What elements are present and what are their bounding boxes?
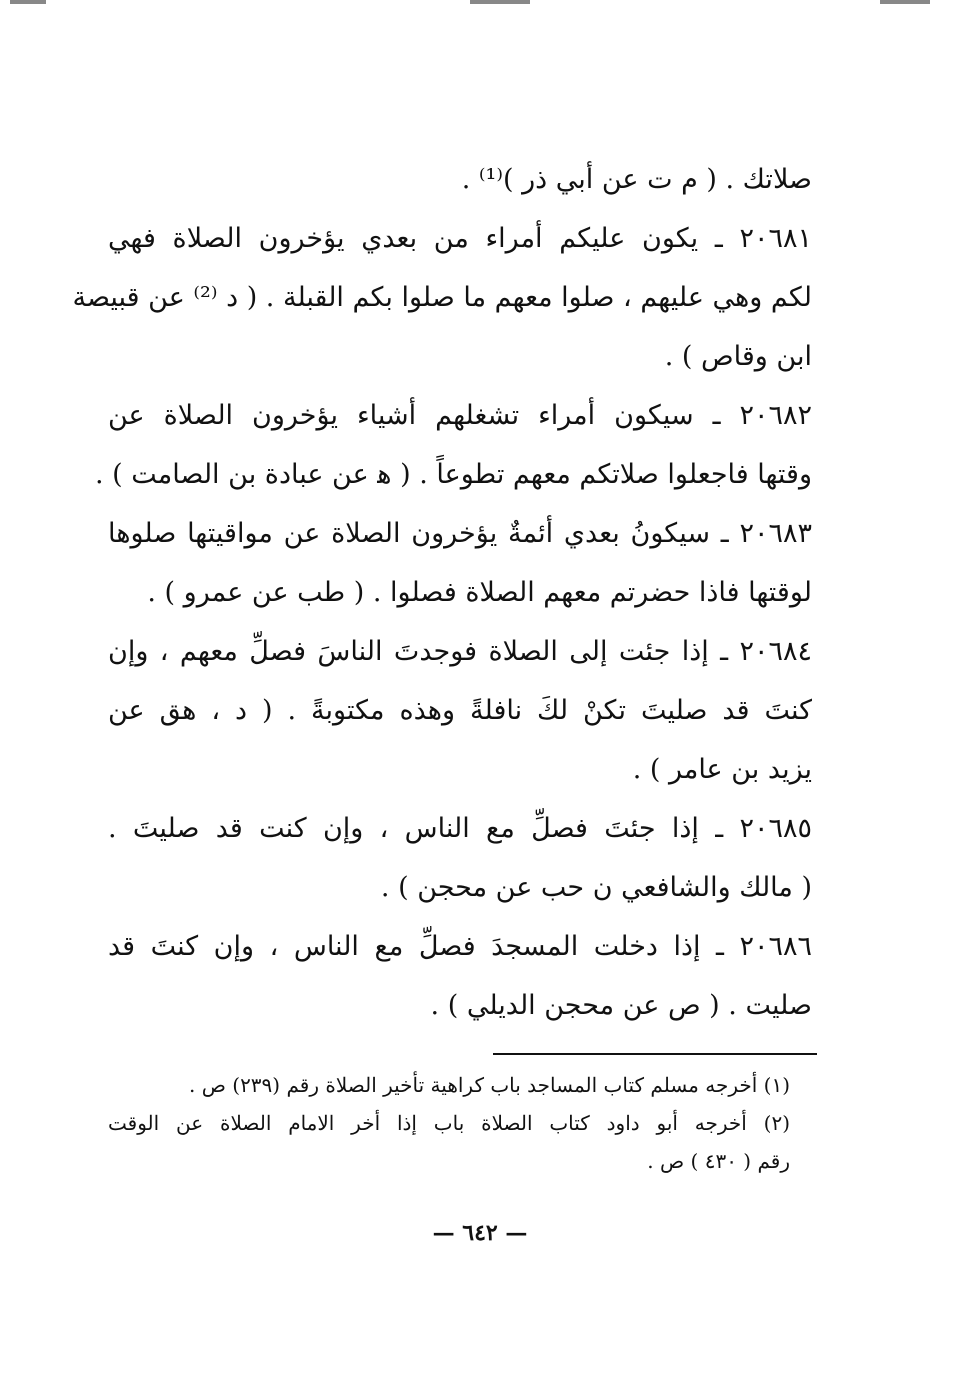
page-number: — ٦٤٢ — [432, 1220, 528, 1246]
text-line: ٢٠٦٨٤ ـ إذا جئت إلى الصلاة فوجدتَ الناسَ فصلِّ معهم ، وإن [108, 636, 812, 667]
text-line: ٢٠٦٨١ ـ يكون عليكم أمراء من بعدي يؤخرون الصلاة فهي [108, 223, 812, 254]
text-line: صلاتك . ( م ت عن أبي ذر )⁽¹⁾ . [461, 164, 812, 195]
footnote-line: (٢) أخرجه أبو داود كتاب الصلاة باب إذا أخر الامام الصلاة عن الوقت [108, 1111, 790, 1135]
text-line: وقتها فاجعلوا صلاتكم معهم تطوعاً . ( ﻫ عن عبادة بن الصامت ) . [94, 459, 812, 490]
text-line: ٢٠٦٨٣ ـ سيكونُ بعدي أئمةٌ يؤخرون الصلاة عن مواقيتها صلوها [108, 518, 812, 549]
text-line: لكم وهي عليهم ، صلوا معهم ما صلوا بكم القبلة . ( د ⁽²⁾ عن قبيصة [72, 282, 812, 313]
text-line: ٢٠٦٨٦ ـ إذا دخلت المسجدَ فصلِّ مع الناس ، وإن كنتَ قد [108, 931, 812, 962]
text-line: صليت . ( ص عن محجن الديلي ) . [430, 990, 812, 1021]
text-line: ٢٠٦٨٥ ـ إذا جئتَ فصلِّ مع الناس ، وإن كنت قد صليتَ . [108, 813, 812, 844]
scan-edge-mark [470, 0, 530, 4]
text-line: لوقتها فاذا حضرتم معهم الصلاة فصلوا . ( طب عن عمرو ) . [147, 577, 812, 608]
text-line: ٢٠٦٨٢ ـ سيكون أمراء تشغلهم أشياء يؤخرون الصلاة عن [108, 400, 812, 431]
scan-edge-mark [10, 0, 46, 4]
text-line: يزيد بن عامر ) . [632, 754, 812, 785]
footnote-line: رقم ( ٤٣٠ ) ص . [647, 1149, 790, 1173]
footnotes [108, 1066, 790, 1180]
text-line: كنتَ قد صليتَ تكنْ لكَ نافلةً وهذه مكتوبةً . ( د ، هق عن [108, 695, 812, 726]
footnote-line: (١) أخرجه مسلم كتاب المساجد باب كراهية تأخير الصلاة رقم (٢٣٩) ص . [189, 1073, 790, 1097]
scan-edge-mark [880, 0, 930, 4]
footnote-separator [493, 1053, 817, 1055]
main-text [72, 150, 812, 1035]
text-line: ابن وقاص ) . [664, 341, 812, 372]
text-line: ( مالك والشافعي ن حب عن محجن ) . [380, 872, 812, 903]
